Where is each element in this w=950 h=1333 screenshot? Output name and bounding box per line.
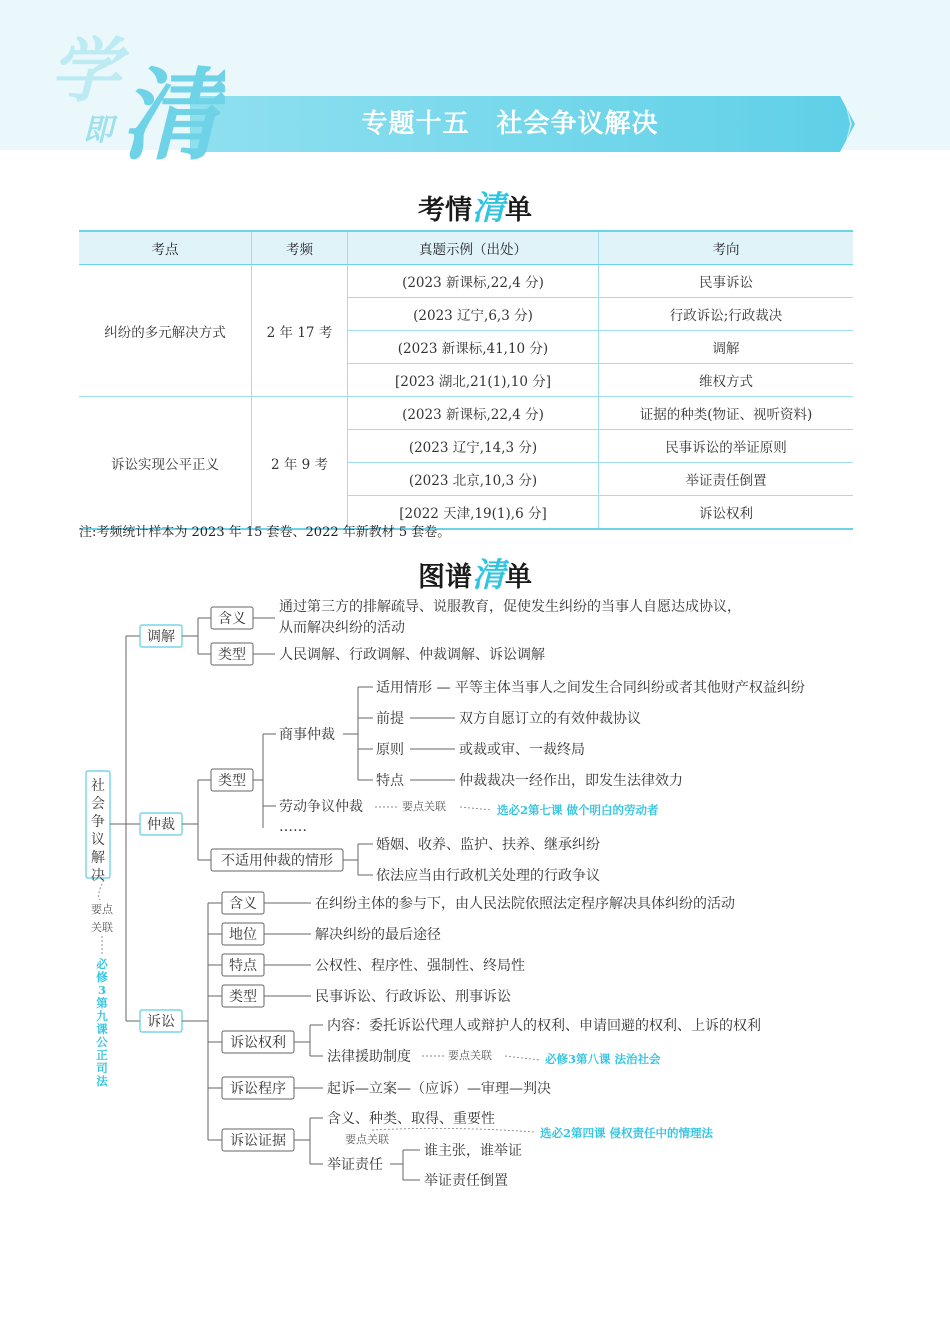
lit-procedure-text: 起诉—立案—（应诉）—审理—判决 <box>327 1081 551 1097</box>
lit-evidence-label: 诉讼证据 <box>230 1133 286 1149</box>
svg-text:修: 修 <box>96 970 108 984</box>
exam-table <box>79 230 853 530</box>
example-cell: [2023 湖北,21(1),10 分] <box>348 364 599 397</box>
direction-cell: 证据的种类(物证、视听资料) <box>599 397 854 430</box>
lit-procedure-label: 诉讼程序 <box>230 1081 286 1097</box>
lit-feature-label: 特点 <box>229 958 257 974</box>
svg-text:公: 公 <box>96 1035 108 1049</box>
lit-status-text: 解决纠纷的最后途径 <box>315 927 441 943</box>
root-link-label: 关联 <box>91 921 113 934</box>
svg-text:3: 3 <box>97 983 107 997</box>
root-connector <box>110 636 140 1021</box>
table-note: 注:考频统计样本为 2023 年 15 套卷、2022 年新教材 5 套卷。 <box>79 525 451 540</box>
lit-meaning-label: 含义 <box>229 896 257 912</box>
direction-cell: 举证责任倒置 <box>599 463 854 496</box>
lit-burden-1: 谁主张，谁举证 <box>424 1143 522 1159</box>
svg-text:学: 学 <box>50 30 120 112</box>
col-header: 考频 <box>252 231 348 265</box>
direction-cell: 诉讼权利 <box>599 496 854 530</box>
labor-link-label: 要点关联 <box>402 800 446 813</box>
principle-label: 原则 <box>376 742 404 758</box>
node-mediation-label: 调解 <box>147 629 175 645</box>
section-heading-exam <box>375 182 575 227</box>
svg-text:司: 司 <box>96 1061 108 1075</box>
root-link-label: 要点 <box>91 903 113 916</box>
principle-text: 或裁或审、一裁终局 <box>459 742 585 758</box>
lit-type-text: 民事诉讼、行政诉讼、刑事诉讼 <box>315 989 511 1005</box>
direction-cell: 民事诉讼的举证原则 <box>599 430 854 463</box>
premise-text: 双方自愿订立的有效仲裁协议 <box>459 711 641 727</box>
evidence-link-label: 要点关联 <box>345 1133 389 1146</box>
labor-arbitration: 劳动争议仲裁 <box>279 799 363 815</box>
evidence-link-target: 选必2第四课 侵权责任中的情理法 <box>540 1126 714 1140</box>
example-cell: [2022 天津,19(1),6 分] <box>348 496 599 530</box>
heading-accent: 清 <box>472 188 505 227</box>
section-heading-map <box>375 549 575 594</box>
svg-text:争: 争 <box>91 814 105 830</box>
feature-label: 特点 <box>376 773 404 789</box>
rights-link-label: 要点关联 <box>448 1049 492 1062</box>
mind-map <box>0 590 950 1200</box>
feature-text: 仲裁裁决一经作出，即发生法律效力 <box>459 773 683 789</box>
svg-text:决: 决 <box>91 868 105 884</box>
labor-link-target: 选必2第七课 做个明白的劳动者 <box>497 803 659 817</box>
not-apply-1: 婚姻、收养、监护、扶养、继承纠纷 <box>376 837 600 853</box>
table-header-row <box>79 231 853 265</box>
example-cell: (2023 辽宁,6,3 分) <box>348 298 599 331</box>
svg-text:九: 九 <box>96 1009 108 1023</box>
premise-label: 前提 <box>376 711 404 727</box>
svg-text:清: 清 <box>120 57 220 170</box>
svg-text:法: 法 <box>96 1074 108 1088</box>
lit-rights-aid: 法律援助制度 <box>327 1049 411 1065</box>
arbitration-type-label: 类型 <box>218 773 246 789</box>
direction-cell: 调解 <box>599 331 854 364</box>
svg-text:会: 会 <box>91 796 105 812</box>
lit-type-label: 类型 <box>229 989 257 1005</box>
topic-cell: 纠纷的多元解决方式 <box>79 265 252 397</box>
heading-text-end: 单 <box>505 562 532 593</box>
svg-text:即: 即 <box>83 113 113 148</box>
col-header: 真题示例（出处） <box>348 231 599 265</box>
svg-text:解: 解 <box>91 850 105 866</box>
freq-cell: 2 年 17 考 <box>252 265 348 397</box>
table-row <box>79 397 853 430</box>
topic-cell: 诉讼实现公平正义 <box>79 397 252 530</box>
svg-text:第: 第 <box>96 996 108 1010</box>
example-cell: (2023 新课标,41,10 分) <box>348 331 599 364</box>
arbitration-scope: 适用情形 — 平等主体当事人之间发生合同纠纷或者其他财产权益纠纷 <box>376 680 805 696</box>
col-header: 考向 <box>599 231 854 265</box>
lit-rights-label: 诉讼权利 <box>230 1035 286 1051</box>
commercial-arbitration: 商事仲裁 <box>279 727 335 743</box>
svg-text:课: 课 <box>96 1022 108 1036</box>
evidence-link-line <box>372 1128 535 1132</box>
col-header: 考点 <box>79 231 252 265</box>
mediation-type-label: 类型 <box>218 647 246 663</box>
lit-status-label: 地位 <box>229 927 257 943</box>
litigation-connector <box>182 903 222 1140</box>
not-apply-2: 依法应当由行政机关处理的行政争议 <box>376 868 600 884</box>
lit-evidence-1: 含义、种类、取得、重要性 <box>327 1111 495 1127</box>
rights-connector <box>294 1025 323 1056</box>
table-row <box>79 265 853 298</box>
heading-text: 图谱 <box>418 562 472 593</box>
lit-burden: 举证责任 <box>327 1157 383 1173</box>
mediation-meaning-label: 含义 <box>218 611 246 627</box>
not-apply-connector <box>343 844 373 875</box>
lit-burden-2: 举证责任倒置 <box>424 1173 508 1189</box>
not-apply-label: 不适用仲裁的情形 <box>221 853 333 869</box>
evidence-connector <box>294 1118 323 1164</box>
direction-cell: 行政诉讼;行政裁决 <box>599 298 854 331</box>
heading-text-end: 单 <box>505 195 532 226</box>
example-cell: (2023 新课标,22,4 分) <box>348 265 599 298</box>
mediation-meaning-text2: 从而解决纠纷的活动 <box>279 620 405 636</box>
burden-connector <box>390 1150 420 1180</box>
example-cell: (2023 辽宁,14,3 分) <box>348 430 599 463</box>
mediation-connector <box>182 618 211 654</box>
example-cell: (2023 北京,10,3 分) <box>348 463 599 496</box>
arbitration-connector <box>182 780 211 860</box>
example-cell: (2023 新课标,22,4 分) <box>348 397 599 430</box>
commercial-connector <box>343 687 373 780</box>
arbitration-type-connector <box>253 734 276 828</box>
lit-meaning-text: 在纠纷主体的参与下，由人民法院依照法定程序解决具体纠纷的活动 <box>315 896 735 912</box>
page-title: 专题十五 社会争议解决 <box>361 109 659 139</box>
root-link-target <box>96 957 108 1088</box>
mediation-type-text: 人民调解、行政调解、仲裁调解、诉讼调解 <box>279 647 545 663</box>
heading-accent: 清 <box>472 555 505 594</box>
node-arbitration-label: 仲裁 <box>147 817 175 833</box>
direction-cell: 民事诉讼 <box>599 265 854 298</box>
freq-cell: 2 年 9 考 <box>252 397 348 530</box>
direction-cell: 维权方式 <box>599 364 854 397</box>
logo <box>45 20 225 170</box>
svg-text:正: 正 <box>96 1048 108 1062</box>
heading-text: 考情 <box>418 195 472 226</box>
svg-text:议: 议 <box>91 832 105 848</box>
lit-feature-text: 公权性、程序性、强制性、终局性 <box>315 958 525 974</box>
svg-text:社: 社 <box>91 778 105 794</box>
ellipsis: …… <box>279 819 307 835</box>
mediation-meaning-text: 通过第三方的排解疏导、说服教育，促使发生纠纷的当事人自愿达成协议， <box>279 599 741 615</box>
lit-rights-content: 内容：委托诉讼代理人或辩护人的权利、申请回避的权利、上诉的权利 <box>327 1018 761 1034</box>
node-litigation-label: 诉讼 <box>147 1014 175 1030</box>
svg-text:必: 必 <box>96 957 108 971</box>
rights-link-target: 必修3第八课 法治社会 <box>545 1052 661 1066</box>
